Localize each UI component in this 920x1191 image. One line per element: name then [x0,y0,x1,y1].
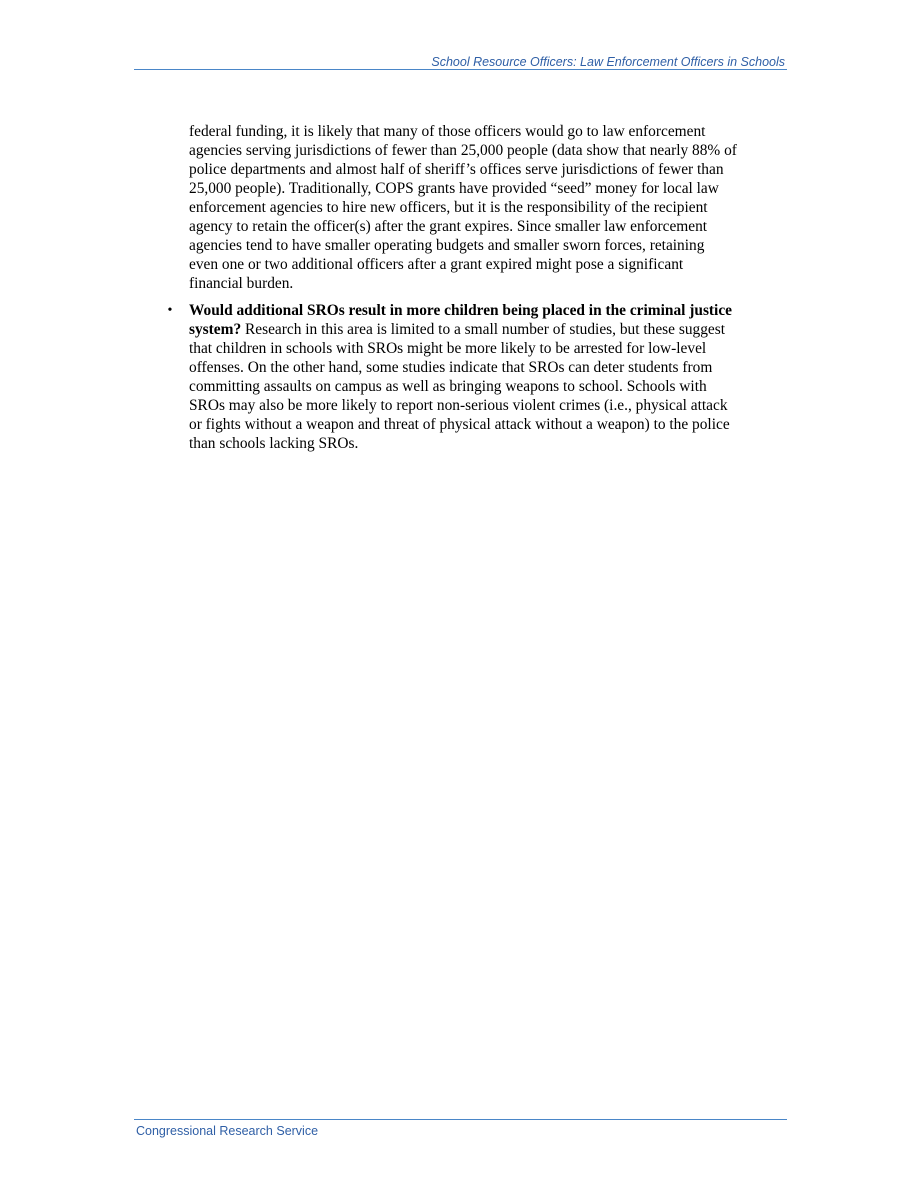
continuation-paragraph: federal funding, it is likely that many of those officers would go to law enforcement agencies serving jurisdictions of fewer than 25,000 people (data show that nearly 88% of police departments and almost half of sheriff’s offices serve jurisdictions of fewer than 25,000 people). Traditionally, COPS grants have provided “seed” money for local law enforcement agencies to hire new officers, but it is the responsibility of the recipient agency to retain the officer(s) after the grant expires. Since smaller law enforcement agencies tend to have smaller operating budgets and smaller sworn forces, retaining even one or two additional officers after a grant expired might pose a significant financial burden. [189,123,737,292]
bullet-lead-question: Would additional SROs result in more children being placed in the criminal justice system? [189,302,732,338]
footer-organization: Congressional Research Service [136,1124,319,1138]
bullet-paragraph [189,301,737,453]
bullet-body-text: Research in this area is limited to a small number of studies, but these suggest that children in schools with SROs might be more likely to be arrested for low-level offenses. On the other hand, some studies indicate that SROs can deter students from committing assaults on campus as well as bringing weapons to school. Schools with SROs may also be more likely to report non-serious violent crimes (i.e., physical attack or fights without a weapon and threat of physical attack without a weapon) to the police than schools lacking SROs. [189,321,730,452]
running-header-title: School Resource Officers: Law Enforcement Officers in Schools [431,55,785,69]
page-header [134,53,787,70]
bullet-item [167,301,737,453]
page-footer [134,1119,787,1139]
document-body [167,122,737,453]
bullet-icon: • [167,303,173,318]
